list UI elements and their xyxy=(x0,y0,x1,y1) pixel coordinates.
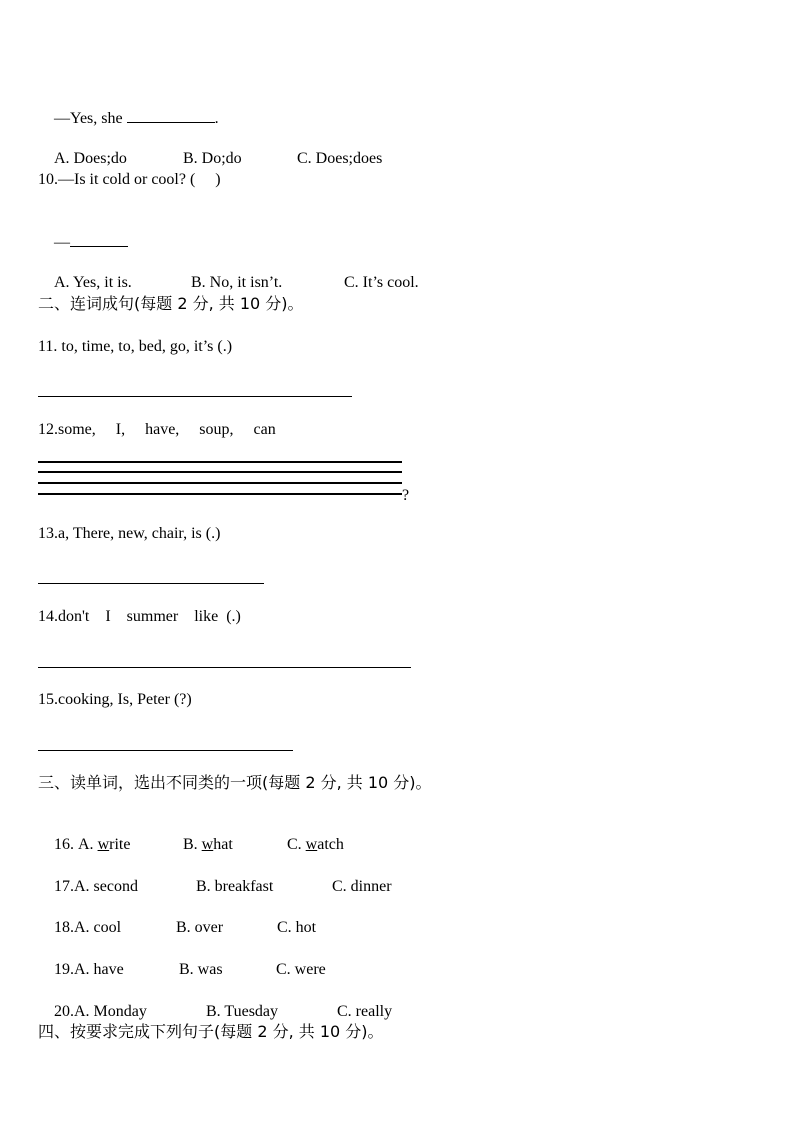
q17-option-b[interactable]: B. breakfast xyxy=(196,878,274,895)
q17-option-a[interactable]: 17.A. second xyxy=(54,878,138,895)
q9-option-b[interactable]: B. Do;do xyxy=(183,150,242,167)
q10-dash: — xyxy=(54,234,70,251)
section-4-heading: 四、按要求完成下列句子(每题 2 分, 共 10 分)。 xyxy=(38,1022,384,1041)
q10-option-c[interactable]: C. It’s cool. xyxy=(344,274,419,291)
q20-option-a[interactable]: 20.A. Monday xyxy=(54,1003,147,1020)
q15-question: 15.cooking, Is, Peter (?) xyxy=(38,691,192,708)
q14-answer-line[interactable] xyxy=(38,667,411,668)
q9-option-a[interactable]: A. Does;do xyxy=(54,150,127,167)
q12-answer-line-4[interactable] xyxy=(38,493,402,495)
section-2-heading: 二、连词成句(每题 2 分, 共 10 分)。 xyxy=(38,294,304,313)
q19-option-b[interactable]: B. was xyxy=(179,961,223,978)
q16-option-a[interactable]: A. write xyxy=(78,836,131,853)
q19-option-c[interactable]: C. were xyxy=(276,961,326,978)
q19-option-a[interactable]: 19.A. have xyxy=(54,961,124,978)
q10-blank[interactable] xyxy=(70,232,128,247)
q13-question: 13.a, There, new, chair, is (.) xyxy=(38,525,221,542)
q18-option-a[interactable]: 18.A. cool xyxy=(54,919,122,936)
q18-option-c[interactable]: C. hot xyxy=(277,919,317,936)
q9-option-c[interactable]: C. Does;does xyxy=(297,150,383,167)
q20-option-c[interactable]: C. really xyxy=(337,1003,393,1020)
q12-answer-line-1[interactable] xyxy=(38,461,402,463)
q18-option-b[interactable]: B. over xyxy=(176,919,224,936)
q16-option-c[interactable]: C. watch xyxy=(287,836,344,853)
q9-answer-prefix: —Yes, she xyxy=(54,110,127,127)
q12-question-mark: ? xyxy=(402,487,410,504)
q9-answer-suffix: . xyxy=(214,110,219,127)
q11-answer-line[interactable] xyxy=(38,396,352,397)
q20-option-b[interactable]: B. Tuesday xyxy=(206,1003,279,1020)
q17-option-c[interactable]: C. dinner xyxy=(332,878,392,895)
q12-answer-line-2[interactable] xyxy=(38,471,402,473)
q10-option-a[interactable]: A. Yes, it is. xyxy=(54,274,132,291)
q12-answer-line-3[interactable] xyxy=(38,482,402,484)
section-3-heading: 三、读单词，选出不同类的一项(每题 2 分, 共 10 分)。 xyxy=(38,773,432,792)
q12-question: 12.some, I, have, soup, can xyxy=(38,421,276,438)
q16-number: 16. xyxy=(54,836,78,853)
q10-question: 10.—Is it cold or cool? ( ) xyxy=(38,171,221,188)
q11-question: 11. to, time, to, bed, go, it’s (.) xyxy=(38,338,233,355)
q16-option-b[interactable]: B. what xyxy=(183,836,233,853)
q14-question: 14.don't I summer like (.) xyxy=(38,608,241,625)
q15-answer-line[interactable] xyxy=(38,750,293,751)
q9-blank[interactable] xyxy=(127,108,215,123)
q13-answer-line[interactable] xyxy=(38,583,264,584)
q10-option-b[interactable]: B. No, it isn’t. xyxy=(191,274,283,291)
